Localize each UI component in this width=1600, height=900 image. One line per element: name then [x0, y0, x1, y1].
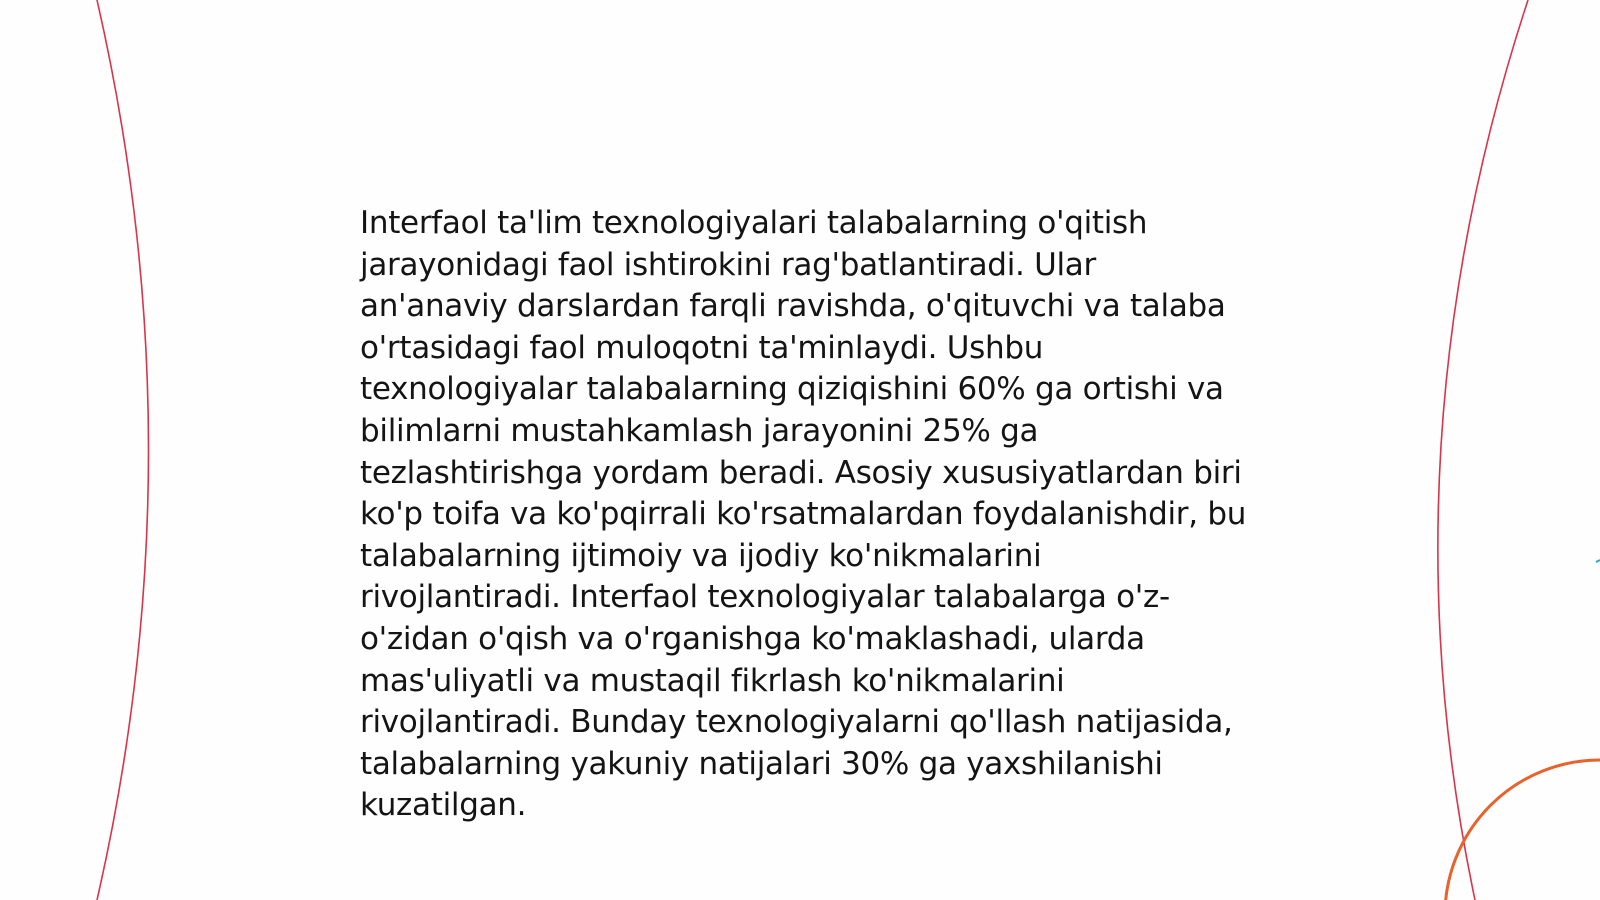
teal-accent-mark [1596, 560, 1600, 562]
left-arc-line [97, 0, 149, 900]
right-arc-line [1438, 0, 1528, 900]
body-paragraph: Interfaol ta'lim texnologiyalari talabalarning o'qitish jarayonidagi faol ishtirokini rag'batlantiradi. Ular an'anaviy darslardan farqli ravishda, o'qituvchi va talaba o'rtasidagi faol muloqotni ta'minlaydi. Ushbu texnologiyalar talabalarning qiziqishini 60% ga ortishi va bilimlarni mustahkamlash jarayonini 25% ga tezlashtirishga yordam beradi. Asosiy xususiyatlardan biri ko'p toifa va ko'pqirrali ko'rsatmalardan foydalanishdir, bu talabalarning ijtimoiy va ijodiy ko'nikmalarini rivojlantiradi. Interfaol texnologiyalar talabalarga o'z-o'zidan o'qish va o'rganishga ko'maklashadi, ularda mas'uliyatli va mustaqil fikrlash ko'nikmalarini rivojlantiradi. Bunday texnologiyalarni qo'llash natijasida, talabalarning yakuniy natijalari 30% ga yaxshilanishi kuzatilgan. [360, 205, 1247, 824]
orange-circle-outline [1445, 760, 1600, 900]
